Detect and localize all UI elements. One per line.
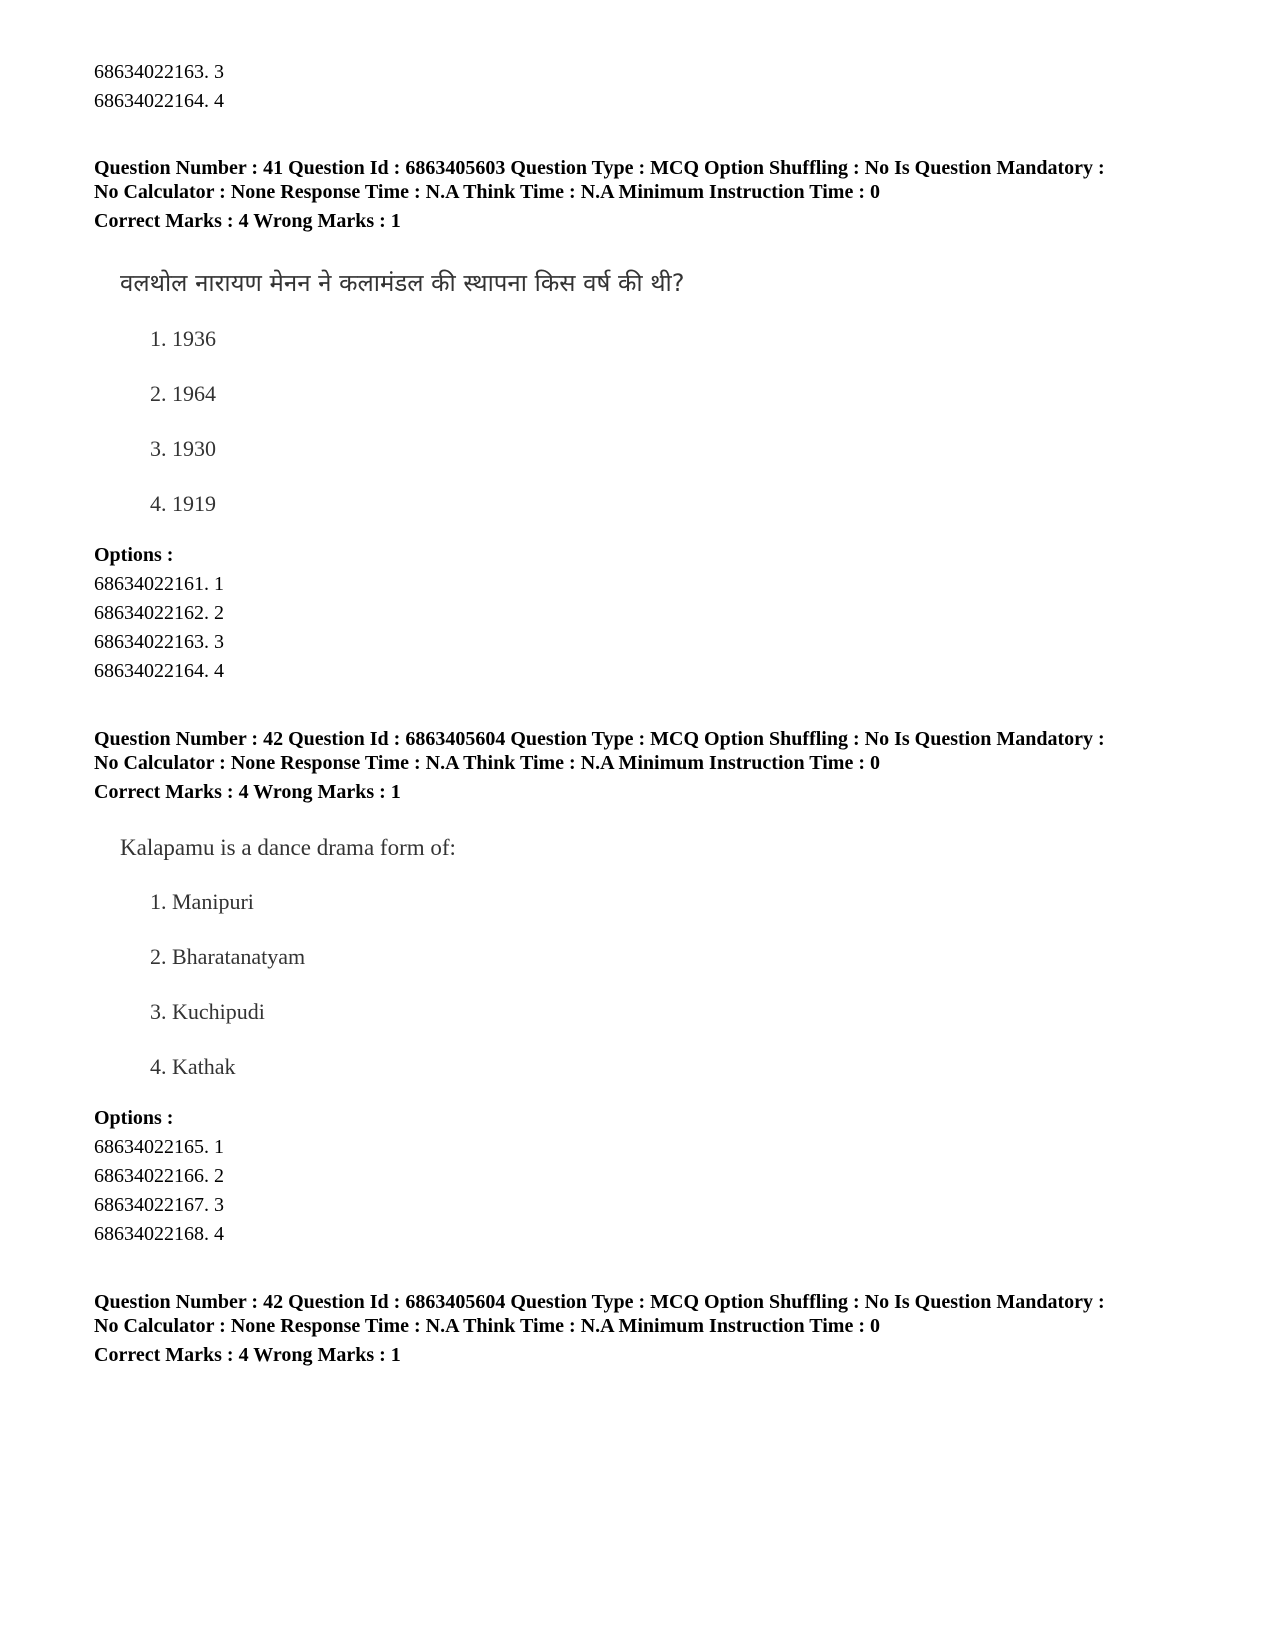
choice-item: 3. 1930 [150,436,216,461]
options-label: Options : [94,1107,174,1129]
choice-item: 4. Kathak [150,1054,236,1079]
question-meta-line-2: No Calculator : None Response Time : N.A Think Time : N.A Minimum Instruction Time : 0 [94,752,880,774]
question-marks: Correct Marks : 4 Wrong Marks : 1 [94,781,401,803]
choice-item: 1. 1936 [150,326,216,351]
option-line: 68634022165. 1 [94,1136,224,1158]
option-line: 68634022167. 3 [94,1194,224,1216]
question-marks: Correct Marks : 4 Wrong Marks : 1 [94,210,401,232]
option-line: 68634022163. 3 [94,631,224,653]
options-label: Options : [94,544,174,566]
choice-item: 4. 1919 [150,491,216,516]
question-text: Kalapamu is a dance drama form of: [120,835,456,860]
question-meta-line-1: Question Number : 42 Question Id : 6863405604 Question Type : MCQ Option Shuffling : No Is Question Mandatory : [94,728,1105,750]
question-meta-line-2: No Calculator : None Response Time : N.A Think Time : N.A Minimum Instruction Time : 0 [94,181,880,203]
choice-item: 2. 1964 [150,381,216,406]
choice-item: 1. Manipuri [150,889,254,914]
question-meta-line-1: Question Number : 42 Question Id : 6863405604 Question Type : MCQ Option Shuffling : No Is Question Mandatory : [94,1291,1105,1313]
option-line: 68634022161. 1 [94,573,224,595]
question-meta-line-2: No Calculator : None Response Time : N.A Think Time : N.A Minimum Instruction Time : 0 [94,1315,880,1337]
option-line: 68634022164. 4 [94,660,224,682]
question-meta-line-1: Question Number : 41 Question Id : 6863405603 Question Type : MCQ Option Shuffling : No Is Question Mandatory : [94,157,1105,179]
option-line: 68634022164. 4 [94,90,224,112]
question-marks: Correct Marks : 4 Wrong Marks : 1 [94,1344,401,1366]
option-line: 68634022163. 3 [94,61,224,83]
choice-item: 3. Kuchipudi [150,999,265,1024]
choice-item: 2. Bharatanatyam [150,944,306,969]
option-line: 68634022168. 4 [94,1223,224,1245]
option-line: 68634022162. 2 [94,602,224,624]
option-line: 68634022166. 2 [94,1165,224,1187]
question-text: वलथोल नारायण मेनन ने कलामंडल की स्थापना किस वर्ष की थी? [120,269,685,297]
